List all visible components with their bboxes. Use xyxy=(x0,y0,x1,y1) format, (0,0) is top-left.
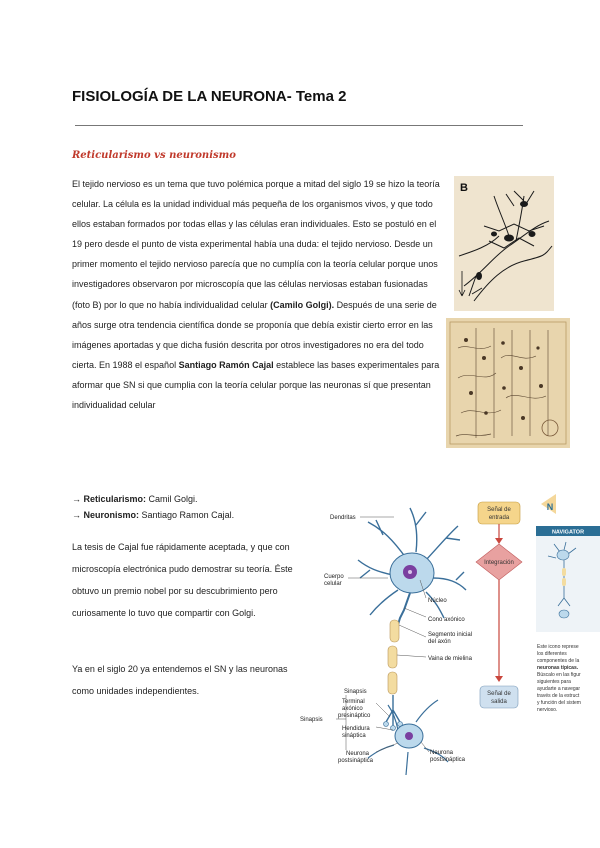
label-hendidura-1: Hendidura xyxy=(342,726,370,732)
label-cuerpo-2: celular xyxy=(324,581,342,587)
integration-label: Integración xyxy=(484,560,514,566)
navigator-mini-body xyxy=(557,550,569,560)
intro-text-3: establece las bases experimentales para aformar que SN si que cumplia con la teoría celular porque las neuronas sí que presentan individualidad celular xyxy=(72,359,440,411)
label-sinapsis: Sinapsis xyxy=(300,717,323,723)
navigator-caption-line: Búscalo en las figur xyxy=(537,672,581,678)
navigator-caption-line: Este icono represe xyxy=(537,644,579,650)
label-sinapsis-top: Sinapsis xyxy=(344,689,367,695)
input-signal-label-1: Señal de xyxy=(487,507,511,513)
title-divider xyxy=(75,125,523,126)
definition-list xyxy=(72,491,302,523)
label-neurona-post-4: postsináptica xyxy=(430,757,466,763)
intro-text-2: Después de una serie de años surge otra tendencia científica donde se proponía que debía existir cierto error en las imágenes aportadas y que dicha fusión descrita por otros investigadores no era del todo cierta. En 1988 el español xyxy=(72,299,437,370)
label-terminal-1: Terminal xyxy=(342,699,365,705)
definition-term: Reticularismo: xyxy=(83,494,147,504)
label-cono: Cono axónico xyxy=(428,617,465,623)
twentieth-century-paragraph: Ya en el siglo 20 ya entendemos el SN y las neuronas como unidades independientes. xyxy=(72,664,288,696)
label-cuerpo-1: Cuerpo xyxy=(324,574,344,580)
section-heading: Reticularismo vs neuronismo xyxy=(72,150,236,161)
arrow-glyph: → xyxy=(72,494,81,504)
nucleolus xyxy=(408,570,412,574)
navigator-caption xyxy=(537,644,581,713)
golgi-network-figure xyxy=(454,176,554,311)
navigator-panel xyxy=(536,536,600,632)
definition-term: Neuronismo: xyxy=(83,510,140,520)
page-title: FISIOLOGÍA DE LA NEURONA- Tema 2 xyxy=(72,88,347,105)
label-segmento-1: Segmento inicial xyxy=(428,632,473,638)
navigator-caption-line: través de la estruct xyxy=(537,693,580,699)
label-hendidura-2: sináptica xyxy=(342,733,366,739)
label-segmento-2: del axón xyxy=(428,639,451,645)
input-signal-label-2: entrada xyxy=(488,515,510,521)
cajal-drawing-figure xyxy=(446,318,570,448)
cajal-thesis-paragraph: La tesis de Cajal fue rápidamente aceptada, y que con microscopía electrónica pudo demostrar su teoría. Éste obtuvo un premio nobel por su descubrimiento pero curiosamente lo tuvo que compartir con Golgi. xyxy=(72,542,293,618)
arrow-glyph: → xyxy=(72,510,81,520)
navigator-caption-line: siguientes para xyxy=(537,679,571,685)
navigator-mini-post xyxy=(559,610,569,618)
navigator-caption-line: nervioso. xyxy=(537,707,558,713)
flow-arrowhead-1 xyxy=(495,538,503,544)
navigator-n-label: N xyxy=(546,502,554,512)
figure-b-label: B xyxy=(460,182,468,194)
output-signal-label-2: salida xyxy=(491,699,507,705)
output-signal-label-1: Señal de xyxy=(487,691,511,697)
drawing-paper xyxy=(446,318,570,448)
label-nucleo: Núcleo xyxy=(428,598,447,604)
label-neurona-post-1: Neurona xyxy=(346,751,370,757)
figure-background xyxy=(454,176,554,311)
navigator-bar-label: NAVIGATOR xyxy=(551,529,585,536)
definition-reticularismo xyxy=(72,491,302,507)
label-terminal-3: presináptico xyxy=(338,713,371,719)
label-neurona-post-3: Neurona xyxy=(430,750,454,756)
navigator-caption-line: los diferentes xyxy=(537,651,567,657)
myelin-sheath xyxy=(388,620,399,694)
intro-paragraph xyxy=(72,174,444,415)
definition-value: Camil Golgi. xyxy=(146,494,198,504)
label-dendritas: Dendritas xyxy=(330,515,356,521)
intro-text-1: El tejido nervioso es un tema que tuvo polémica porque a mitad del siglo 19 se hizo la teoría celular. La célula es la unidad individual más pequeña de los organismos vivos, y que todo ellos estaban formados por todas ellas y las células eran individuales. Esto se postuló en el 19 pero desde el punto de vista experimental había una duda: el tejido nervioso. Desde un primer momento el tejido nervioso parecía que no cumplía con la teoría celular porque unos investigadores observaron por microscopía que las células nerviosas estaban fusionadas (foto B) por lo que no había individualidad celular xyxy=(72,179,440,310)
label-terminal-2: axónico xyxy=(342,706,363,712)
navigator-caption-line: neuronas típicas. xyxy=(537,665,579,671)
definition-value: Santiago Ramon Cajal. xyxy=(139,510,235,520)
neuron-structure-diagram xyxy=(298,490,600,785)
label-vaina: Vaina de mielina xyxy=(428,656,472,662)
flow-arrowhead-2 xyxy=(495,676,503,682)
axon-terminals xyxy=(386,695,400,726)
label-neurona-post-2: postsináptica xyxy=(338,758,374,764)
postsynaptic-nucleus xyxy=(405,732,413,740)
navigator-caption-line: ayudarte a navegar xyxy=(537,686,581,692)
navigator-caption-line: componentes de la xyxy=(537,658,580,664)
golgi-emphasis: (Camilo Golgi). xyxy=(270,299,335,310)
definition-neuronismo xyxy=(72,507,302,523)
navigator-caption-line: y función del sistem xyxy=(537,700,581,706)
cajal-emphasis: Santiago Ramón Cajal xyxy=(178,359,274,370)
